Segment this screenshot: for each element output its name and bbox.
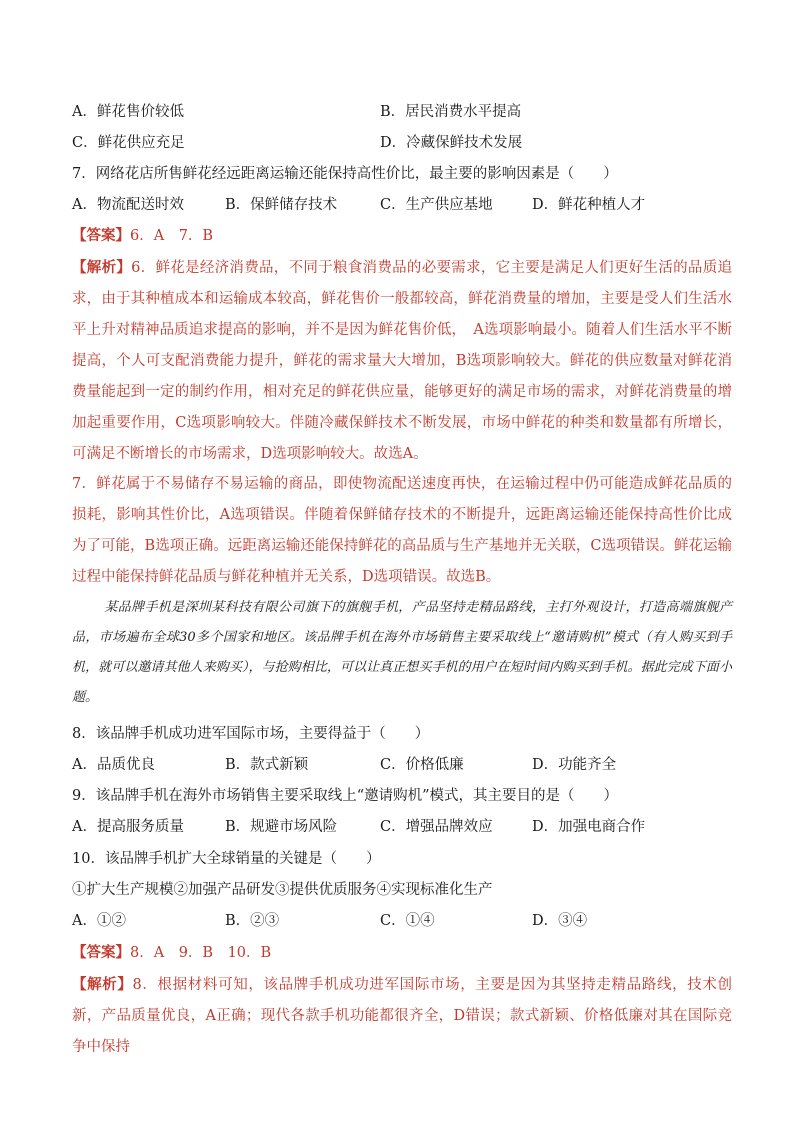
- analysis-q6-text: 6．鲜花是经济消费品，不同于粮食消费品的必要需求，它主要是满足人们更好生活的品质追求，由于其种植成本和运输成本较高，鲜花售价一般都较高，鲜花消费量的增加，主要是受人们生活水平上升对精神品质追求提高的影响，并不是因为鲜花售价低， A选项影响最小。随着人们生活水平不断提高，个人可支配消费能力提升，鲜花的需求量大大增加，B选项影响较大。鲜花的供应数量对鲜花消费量能起到一定的制约作用，相对充足的鲜花供应量，能够更好的满足市场的需求，对鲜花消费量的增加起重要作用，C选项影响较大。伴随冷藏保鲜技术不断发展，市场中鲜花的种类和数量都有所增长，可满足不断增长的市场需求，D选项影响较大。故选A。: [72, 260, 732, 462]
- analysis-q6: [72, 252, 732, 470]
- q9-option-c: C．增强品牌效应: [380, 819, 493, 835]
- q9-option-a: A．提高服务质量: [72, 819, 184, 835]
- analysis-tag: 【解析】: [72, 259, 132, 276]
- q8-stem: 8．该品牌手机成功进军国际市场，主要得益于（ ）: [72, 726, 430, 742]
- material-passage: [72, 593, 732, 713]
- q8-option-c: C．价格低廉: [380, 757, 464, 773]
- q7-option-b: B．保鲜储存技术: [225, 197, 338, 213]
- answer-tag: 【答案】: [72, 227, 130, 244]
- q8-option-d: D．功能齐全: [532, 757, 617, 773]
- answer-text: 6．A 7．B: [130, 228, 214, 244]
- material-text: 某品牌手机是深圳某科技有限公司旗下的旗舰手机，产品坚持走精品路线，主打外观设计，打造高端旗舰产品，市场遍布全球30多个国家和地区。该品牌手机在海外市场销售主要采取线上“邀请购机”模式（有人购买到手机，就可以邀请其他人来购买），与抢购相比，可以让真正想买手机的用户在短时间内购买到手机。据此完成下面小题。: [72, 600, 732, 705]
- q8-option-b: B．款式新颖: [225, 757, 309, 773]
- analysis-q7: 7．鲜花属于不易储存不易运输的商品，即使物流配送速度再快，在运输过程中仍可能造成鲜花品质的损耗，影响其性价比，A选项错误。伴随着保鲜储存技术的不断提升，远距离运输还能保持高性价比成为了可能，B选项正确。远距离运输还能保持鲜花的高品质与生产基地并无关联，C选项错误。鲜花运输过程中能保持鲜花品质与鲜花种植并无关系，D选项错误。故选B。: [72, 476, 732, 585]
- q10-option-c: C．①④: [380, 913, 435, 929]
- analysis-q8-text: 8．根据材料可知，该品牌手机成功进军国际市场，主要是因为其坚持走精品路线，技术创新，产品质量优良，A正确；现代各款手机功能都很齐全，D错误；款式新颖、价格低廉对其在国际竞争中保持: [72, 977, 732, 1055]
- q9-stem: 9．该品牌手机在海外市场销售主要采取线上“邀请购机”模式，其主要目的是（ ）: [72, 788, 619, 804]
- answer-block-2: [72, 943, 271, 963]
- q10-option-b: B．②③: [225, 913, 280, 929]
- q6-option-d: D．冷藏保鲜技术发展: [380, 135, 523, 151]
- answer-tag: 【答案】: [72, 944, 130, 961]
- q8-option-a: A．品质优良: [72, 757, 155, 773]
- q10-items: ①扩大生产规模②加强产品研发③提供优质服务④实现标准化生产: [72, 882, 493, 898]
- analysis-tag: 【解析】: [72, 976, 133, 993]
- q10-option-a: A．①②: [72, 913, 126, 929]
- analysis-q8: [72, 969, 732, 1063]
- q6-option-a: A．鲜花售价较低: [72, 104, 184, 120]
- answer-block-1: [72, 226, 213, 246]
- q7-stem: 7．网络花店所售鲜花经远距离运输还能保持高性价比，最主要的影响因素是（ ）: [72, 166, 618, 182]
- q7-option-c: C．生产供应基地: [380, 197, 493, 213]
- q6-option-b: B．居民消费水平提高: [380, 104, 522, 120]
- answer-text: 8．A 9．B 10．B: [130, 945, 272, 961]
- q7-option-a: A．物流配送时效: [72, 197, 184, 213]
- q10-option-d: D．③④: [532, 913, 588, 929]
- q9-option-d: D．加强电商合作: [532, 819, 646, 835]
- q9-option-b: B．规避市场风险: [225, 819, 338, 835]
- q6-option-c: C．鲜花供应充足: [72, 135, 185, 151]
- q10-stem: 10．该品牌手机扩大全球销量的关键是（ ）: [72, 851, 381, 867]
- q7-option-d: D．鲜花种植人才: [532, 197, 646, 213]
